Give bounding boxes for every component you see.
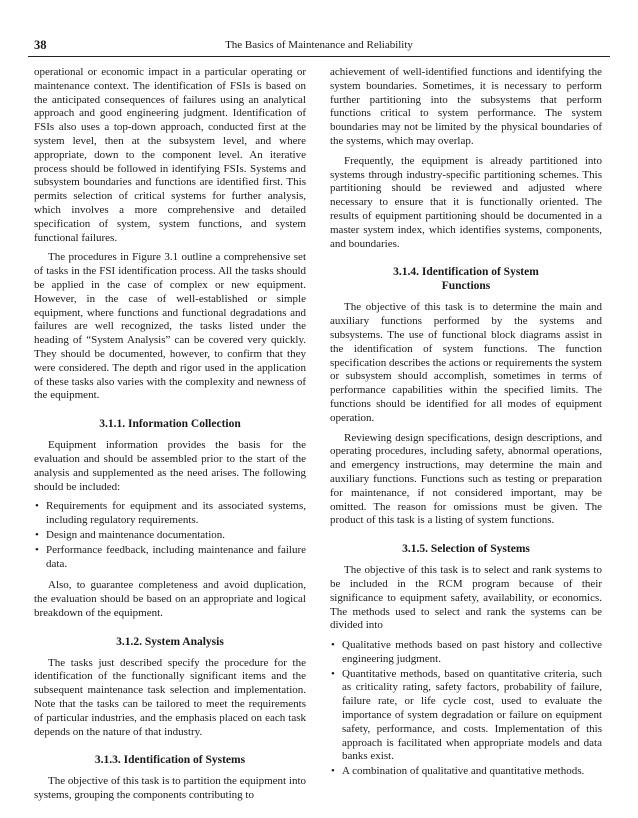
list-item: • Design and maintenance documentation. (34, 529, 306, 543)
list-item: • Requirements for equipment and its associated systems, including regulatory requirements. (34, 500, 306, 528)
running-header (28, 38, 610, 57)
paragraph: The procedures in Figure 3.1 outline a comprehensive set of tasks in the FSI identification process. All the tasks should be applied in the case of complex or new equipment. However, in the case of well-established or simple equipment, where functions and functional degradations and failures are well recognized, the tasks listed under the heading of “System Analysis” can be covered very quickly. They should be documented, however, to confirm that they were considered. The depth and rigor used in the application of these tasks also varies with the complexity and newness of the equipment. (34, 251, 306, 402)
heading-line: Functions (441, 280, 491, 293)
section-heading-3-1-1: 3.1.1. Information Collection (99, 418, 241, 431)
list-item: • Performance feedback, including maintenance and failure data. (34, 544, 306, 572)
right-column (330, 66, 602, 787)
paragraph: The objective of this task is to select and rank systems to be included in the RCM program because of their significance to equipment safety, availability, or economics. The methods used to select and rank the systems can be divided into (330, 564, 602, 632)
paragraph: Reviewing design specifications, design descriptions, and operating procedures, including safety, abnormal operations, and emergency instructions, may determine the main and auxiliary functions. Functions such as testing or preparation for maintenance, if not considered important, may be omitted. The reason for omissions must be given. The product of this task is a listing of system functions. (330, 431, 602, 527)
section-heading-3-1-5: 3.1.5. Selection of Systems (402, 543, 530, 556)
section-heading-3-1-3: 3.1.3. Identification of Systems (94, 754, 246, 767)
paragraph: Also, to guarantee completeness and avoid duplication, the evaluation should be based on an appropriate and logical breakdown of the equipment. (34, 579, 306, 619)
page-number: 38 (34, 38, 47, 52)
paragraph: Equipment information provides the basis for the evaluation and should be assembled prior to the start of the analysis and supplemented as the need arises. The following should be included: (34, 439, 306, 493)
paragraph: Frequently, the equipment is already partitioned into systems through industry-specific partitioning schemes. This partitioning should be reviewed and adjusted where necessary to ensure that it is functionally oriented. The results of equipment partitioning should be documented in a master system index, which identifies systems, components, and boundaries. (330, 154, 602, 250)
paragraph: operational or economic impact in a particular operating or maintenance context. The identification of FSIs is based on the anticipated consequences of failures using an analytical approach and good engineering judgment. Identification of FSIs also uses a top-down approach, conducted first at the system level, then at the subsystem level, and where appropriate, down to the component level. An iterative process should be followed in identifying FSIs. Systems and subsystem boundaries and functions are identified first. This permits selection of critical systems for further analysis, which involves a more comprehensive and detailed specification of system, system functions, and system functional failures. (34, 66, 306, 244)
left-column (34, 66, 306, 809)
bullet-list (330, 639, 602, 779)
list-item: • A combination of qualitative and quantitative methods. (330, 765, 602, 779)
section-heading-3-1-2: 3.1.2. System Analysis (116, 635, 224, 648)
heading-line: 3.1.4. Identification of System (393, 266, 539, 279)
bullet-list (34, 500, 306, 571)
paragraph: The objective of this task is to partition the equipment into systems, grouping the components contributing to (34, 775, 306, 802)
section-heading-3-1-4 (330, 265, 602, 293)
paragraph: achievement of well-identified functions and identifying the system boundaries. Sometimes, it is necessary to perform further partitioning into the subsystems that perform functions critical to system performance. The system boundaries may not be limited by the physical boundaries of the systems, which may overlap. (330, 66, 602, 147)
list-item: • Quantitative methods, based on quantitative criteria, such as criticality rating, safety factors, probability of failure, failure rate, or life cycle cost, used to evaluate the importance of system degradation or failure on equipment safety, performance, and costs. Implementation of this approach is facilitated when appropriate models and data banks exist. (330, 668, 602, 765)
paragraph: The objective of this task is to determine the main and auxiliary functions performed by the systems and subsystems. The use of functional block diagrams assist in the identification of system functions. The function specification describes the actions or requirements the system or subsystem should accomplish, sometimes in terms of performance capabilities within the specified limits. The functions should be identified for all modes of equipment operation. (330, 301, 602, 424)
paragraph: The tasks just described specify the procedure for the identification of the functionally significant items and the subsequent maintenance task selection and implementation. Note that the tasks can be tailored to meet the requirements of particular industries, and the emphasis placed on each task depends on the nature of that industry. (34, 656, 306, 738)
running-title: The Basics of Maintenance and Reliability (225, 39, 413, 51)
list-item: • Qualitative methods based on past history and collective engineering judgment. (330, 639, 602, 667)
